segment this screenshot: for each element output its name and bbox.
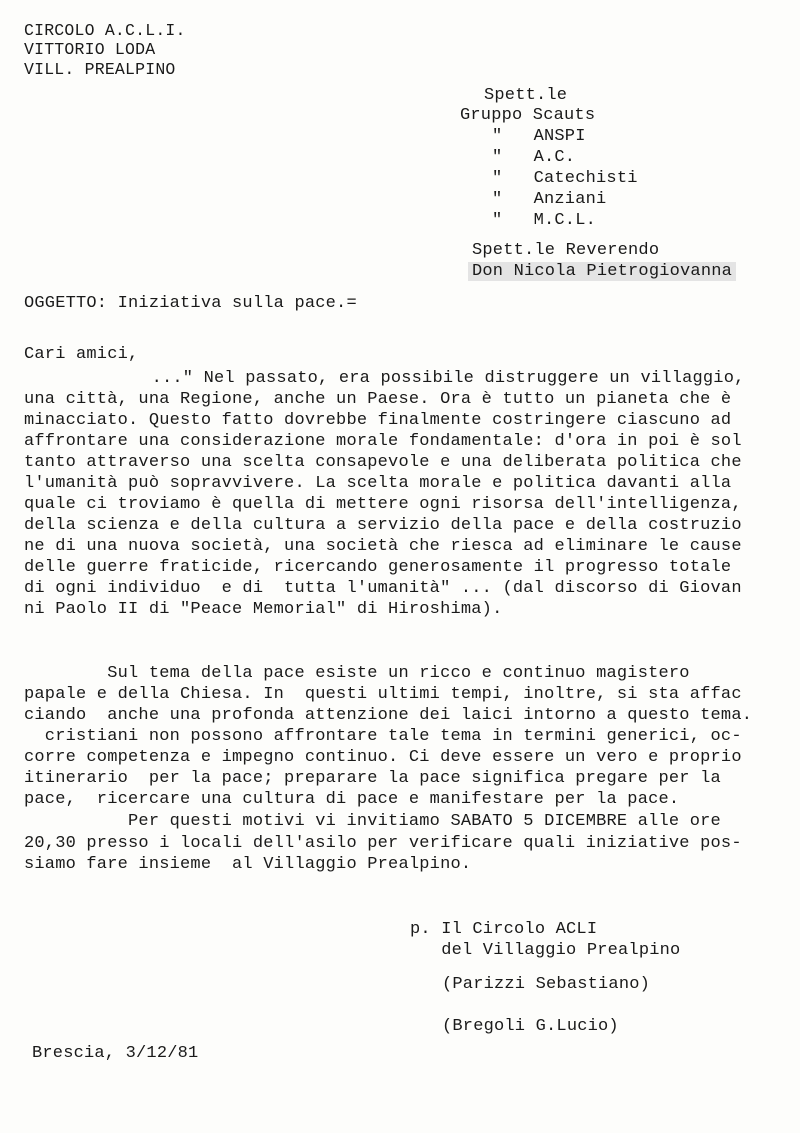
paragraph-line: ne di una nuova società, una società che riesca ad eliminare le cause: [24, 537, 742, 556]
recipient-item: " Anziani: [492, 190, 607, 209]
paragraph-line: papale e della Chiesa. In questi ultimi tempi, inoltre, si sta affac: [24, 685, 742, 704]
signatory-name-1: (Parizzi Sebastiano): [442, 975, 651, 994]
recipient-item: " Catechisti: [492, 169, 638, 188]
paragraph-line: quale ci troviamo è quella di mettere ogni risorsa dell'intelligenza,: [24, 495, 742, 514]
paragraph-line: pace, ricercare una cultura di pace e manifestare per la pace.: [24, 790, 680, 809]
paragraph-line: affrontare una considerazione morale fondamentale: d'ora in poi è sol: [24, 432, 742, 451]
paragraph-line: ..." Nel passato, era possibile distruggere un villaggio,: [110, 369, 745, 388]
paragraph-line: tanto attraverso una scelta consapevole e una deliberata politica che: [24, 453, 742, 472]
signature-line-1: p. Il Circolo ACLI: [410, 920, 598, 939]
paragraph-line: Per questi motivi vi invitiamo SABATO 5 DICEMBRE alle ore: [24, 812, 721, 831]
paragraph-line: una città, una Regione, anche un Paese. Ora è tutto un pianeta che è: [24, 390, 732, 409]
paragraph-line: cristiani non possono affrontare tale tema in termini generici, oc-: [24, 727, 742, 746]
paragraph-line: ni Paolo II di "Peace Memorial" di Hiroshima).: [24, 600, 503, 619]
place-date: Brescia, 3/12/81: [32, 1044, 199, 1063]
sender-line-2: VITTORIO LODA: [24, 40, 156, 59]
sender-line-3: VILL. PREALPINO: [24, 60, 176, 79]
recipient-item: " M.C.L.: [492, 211, 597, 230]
recipient-item: " A.C.: [492, 148, 576, 167]
paragraph-line: itinerario per la pace; preparare la pace significa pregare per la: [24, 769, 721, 788]
paragraph-line: l'umanità può sopravvivere. La scelta morale e politica davanti alla: [24, 474, 732, 493]
sender-line-1: CIRCOLO A.C.L.I.: [24, 21, 186, 40]
paragraph-line: delle guerre fraticide, ricercando generosamente il progresso totale: [24, 558, 732, 577]
recipient-group: Gruppo Scauts: [460, 106, 596, 125]
paragraph-line: Sul tema della pace esiste un ricco e continuo magistero: [24, 664, 690, 683]
paragraph-line: siamo fare insieme al Villaggio Prealpino.: [24, 855, 472, 874]
paragraph-line: della scienza e della cultura a servizio della pace e della costruzio: [24, 516, 742, 535]
signature-line-2: del Villaggio Prealpino: [410, 941, 681, 960]
paragraph-line: di ogni individuo e di tutta l'umanità" ... (dal discorso di Giovan: [24, 579, 742, 598]
recipient-item: " ANSPI: [492, 127, 586, 146]
reverend-name-text: Don Nicola Pietrogiovanna: [468, 262, 736, 281]
greeting: Cari amici,: [24, 345, 139, 364]
signatory-name-2: (Bregoli G.Lucio): [442, 1017, 619, 1036]
paragraph-line: ciando anche una profonda attenzione dei laici intorno a questo tema.: [24, 706, 753, 725]
reverend-name: [468, 262, 736, 282]
subject-line: OGGETTO: Iniziativa sulla pace.=: [24, 294, 357, 313]
paragraph-line: minacciato. Questo fatto dovrebbe finalmente costringere ciascuno ad: [24, 411, 732, 430]
reverend-salutation: Spett.le Reverendo: [472, 241, 660, 260]
paragraph-line: corre competenza e impegno continuo. Ci deve essere un vero e proprio: [24, 748, 742, 767]
paragraph-line: 20,30 presso i locali dell'asilo per verificare quali iniziative pos-: [24, 834, 742, 853]
recipient-salutation: Spett.le: [484, 86, 568, 105]
